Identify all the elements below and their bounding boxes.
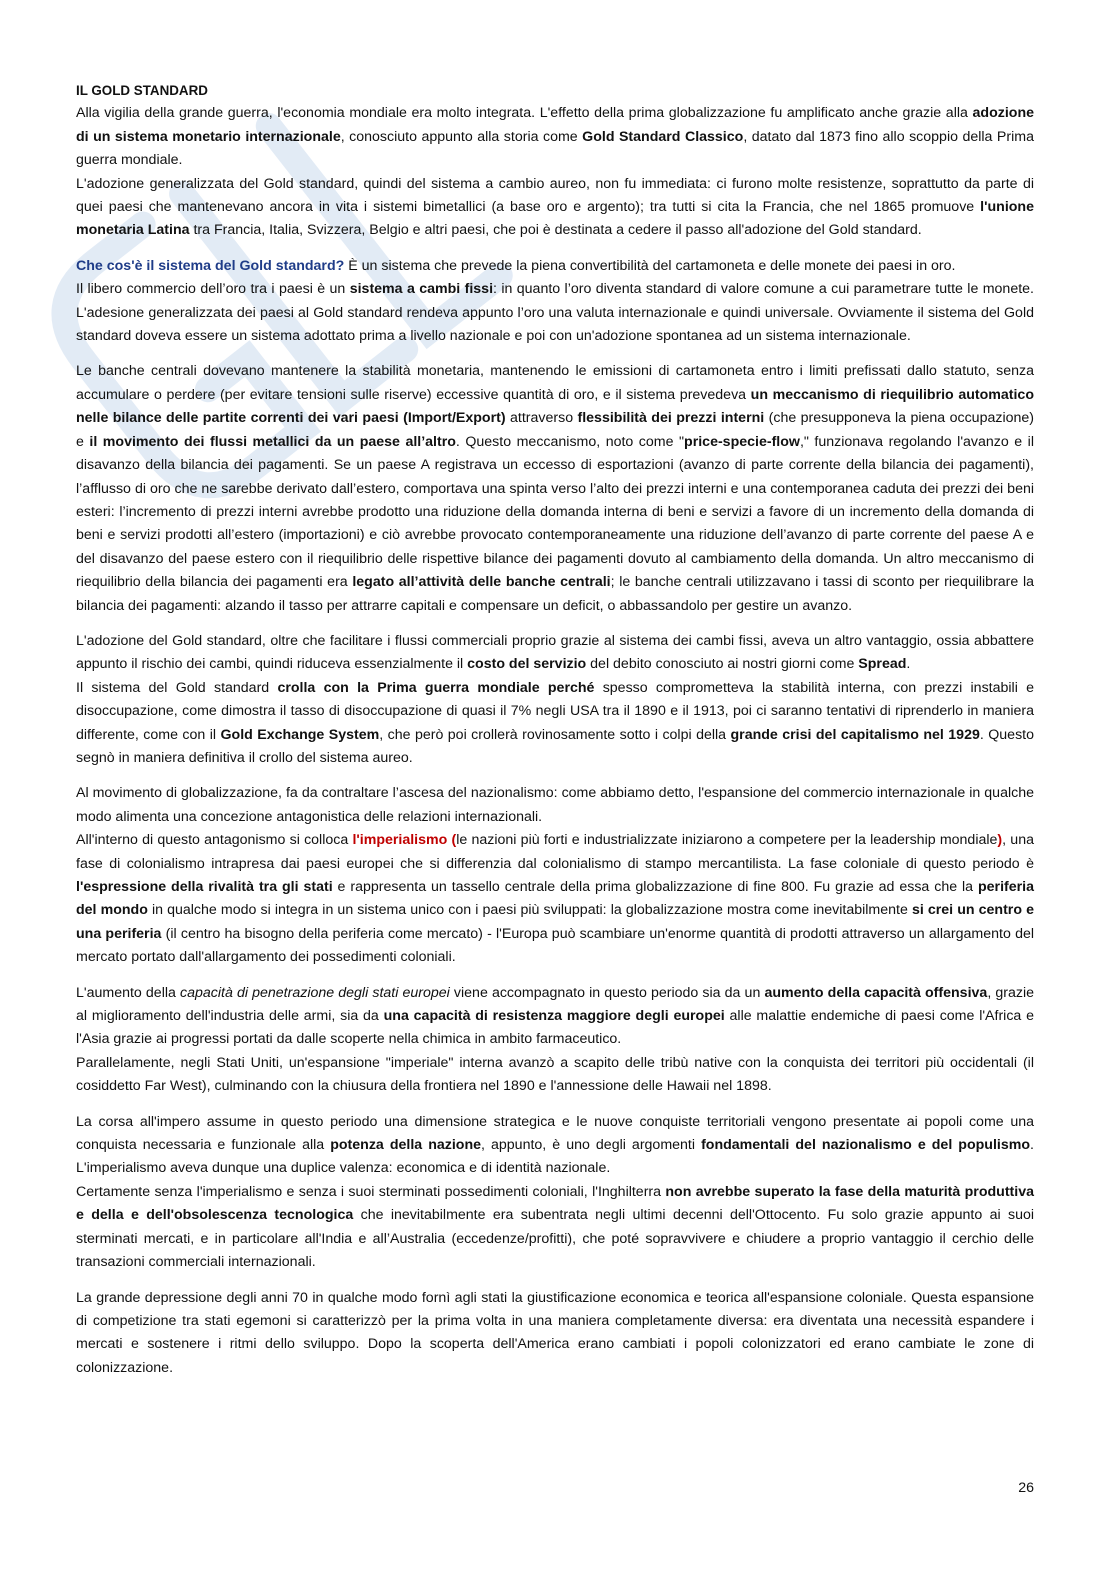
bold-text: Spread	[858, 656, 907, 673]
bold-text: Gold Standard Classico	[582, 128, 744, 145]
text-run: La grande depressione degli anni 70 in qualche modo fornì agli stati la giustificazione economica e teorica all'espansione coloniale. Questa espansione di competizione tra stati egemoni si caratterizzò per la prima volta in una maniera completamente diversa: era diventata una necessità espandere i mercati e sostenere i ritmi dello sviluppo. Dopo la scoperta dell'America erano cambiati i popoli colonizzatori ed erano cambiate le zone di colonizzazione.	[76, 1289, 1034, 1376]
text-run: , conosciuto appunto alla storia come	[340, 128, 583, 145]
text-run: che inevitabilmente era subentrata negli ultimi decenni dell'Ottocento. Fu solo grazie appunto ai suoi sterminati mercati, e in particolare all'India e all’Australia (eccedenze/profitti), che poté sopravvivere e chiudere a proprio vantaggio il cerchio delle transazioni commerciali internazionali.	[76, 1207, 1035, 1271]
text-run: Alla vigilia della grande guerra, l'economia mondiale era molto integrata. L'effetto della prima globalizzazione fu amplificato anche grazie alla	[76, 105, 973, 122]
paragraph-race-for-empire	[76, 1111, 1034, 1275]
text-run: , appunto, è uno degli argomenti	[481, 1137, 702, 1154]
highlight-text: l'imperialismo (	[352, 832, 457, 849]
text-run: Al movimento di globalizzazione, fa da contraltare l’ascesa del nazionalismo: come abbiamo detto, l'espansione del commercio internazionale in qualche modo alimenta una concezione antagonistica delle relazioni internazionali.	[76, 785, 1034, 825]
text-run: in qualche modo si integra in un sistema unico con i paesi più sviluppati: la globalizzazione mostra come inevitabilmente	[147, 902, 912, 919]
text-run: . L'imperialismo aveva dunque una duplice valenza: economica e di identità nazionale.	[76, 1137, 1034, 1177]
highlight-text: )	[997, 832, 1003, 849]
text-run: : in quanto l’oro diventa standard di valore comune a cui parametrare tutte le monete. L'adesione generalizzata dei paesi al Gold standard rendeva appunto l’oro una valuta internazionale e quindi universale. Ovviamente il sistema del Gold standard doveva essere un sistema adottato prima a livello nazionale e poi con un'adozione spontanea ad un sistema internazionale.	[76, 281, 1034, 345]
text-run: La corsa all'impero assume in questo periodo una dimensione strategica e le nuove conquiste territoriali vengono presentate ai popoli come una conquista necessaria e funzionale alla	[76, 1113, 1034, 1154]
text-run: (il centro ha bisogno della periferia come mercato) - l'Europa può scambiare un'enorme quantità di prodotti attraverso un allargamento del mercato portato dall'allargamento dei possedimenti coloniali.	[76, 925, 1034, 966]
text-run: Il sistema del Gold standard	[76, 679, 278, 696]
text-run: alle malattie endemiche di paesi come l'Africa e l'Asia grazie ai progressi portati da dalle scoperte nella chimica in ambito farmaceutico.	[76, 1008, 1035, 1048]
text-run: Il libero commercio dell’oro tra i paesi è un	[76, 281, 350, 298]
paragraph-gold-standard-intro	[76, 102, 1034, 242]
paragraph-nationalism-imperialism	[76, 782, 1034, 969]
text-run: attraverso	[505, 410, 578, 427]
bold-text: costo del servizio	[467, 656, 587, 673]
text-run: . Questo meccanismo, noto come "	[455, 433, 685, 450]
page-number: 26	[1018, 1480, 1034, 1496]
bold-text: una capacità di resistenza maggiore degli europei	[383, 1008, 725, 1025]
text-run: e rappresenta un tassello centrale della prima globalizzazione di fine 800. Fu grazie ad essa che la	[332, 879, 978, 895]
paragraph-gold-standard-definition	[76, 255, 1034, 349]
text-run: ," funzionava regolando l'avanzo e il disavanzo della bilancia dei pagamenti. Se un paese A registrava un eccesso di esportazioni (avanzo di parte corrente della bilancia dei pagamenti), l’afflusso di oro che ne sarebbe derivato dall’estero, comportava una spinta verso l’alto dei prezzi interni e una contemporanea caduta dei prezzi dei beni esteri: l’incremento di prezzi interni avrebbe prodotto una riduzione della domanda interna di beni e servizi a favore di un incremento della domanda di beni e servizi prodotti all’estero (importazioni) e ciò avrebbe provocato contemporaneamente una riduzione dell’avanzo di parte corrente del paese A e del disavanzo del paese estero con il riequilibrio delle rispettive bilance dei pagamenti dovuto al cambiamento della domanda. Un altro meccanismo di riequilibrio della bilancia dei pagamenti era	[76, 433, 1034, 591]
bold-text: crolla con la Prima guerra mondiale perché	[277, 679, 595, 696]
text-run: Parallelamente, negli Stati Uniti, un'espansione "imperiale" interna avanzò a scapito delle tribù native con la conquista dei territori più occidentali (il cosiddetto Far West), culminando con la chiusura della frontiera nel 1890 e l'annessione delle Hawaii nel 1898.	[76, 1054, 1034, 1095]
italic-text: capacità di penetrazione degli stati europei	[180, 984, 450, 1001]
paragraph-central-banks	[76, 360, 1034, 617]
bold-text: l'espressione della rivalità tra gli stati	[76, 879, 333, 895]
bold-text: adozione di un sistema monetario internazionale	[76, 105, 1034, 145]
bold-text: grande crisi del capitalismo nel 1929	[730, 726, 980, 743]
paragraph-advantages-and-collapse	[76, 630, 1034, 770]
bold-text: fondamentali del nazionalismo e del populismo	[701, 1137, 1031, 1154]
bold-text: aumento della capacità offensiva	[764, 984, 988, 1001]
text-run: (che presupponeva la piena occupazione) e	[76, 410, 1034, 450]
text-run: , una fase di colonialismo intrapresa dai paesi europei che si differenzia dal colonialismo di stampo mercantilista. La fase coloniale di questo periodo è	[76, 832, 1034, 872]
text-run: L'aumento della	[76, 984, 181, 1001]
text-run: È un sistema che prevede la piena convertibilità del cartamoneta e delle monete dei paesi in oro.	[344, 257, 956, 274]
text-run: L'adozione generalizzata del Gold standard, quindi del sistema a cambio aureo, non fu immediata: ci furono molte resistenze, soprattutto da parte di quei paesi che mantenevano ancora in vita i sistemi bimetallici (a base oro e argento); tra tutti si cita la Francia, che nel 1865 promuove	[76, 175, 1034, 216]
text-run: . Questo segnò in maniera definitiva il crollo del sistema aureo.	[76, 726, 1034, 766]
bold-text: periferia del mondo	[76, 879, 1034, 919]
document-page	[76, 79, 1034, 1392]
text-run: L'adozione del Gold standard, oltre che facilitare i flussi commerciali proprio grazie al sistema dei cambi fissi, aveva un altro vantaggio, ossia abbattere appunto il rischio dei cambi, quindi riduceva essenzialmente il	[76, 632, 1034, 673]
section-heading: IL GOLD STANDARD	[76, 83, 208, 98]
bold-text: il movimento dei flussi metallici da un paese all’altro	[89, 433, 456, 450]
text-run: , datato dal 1873 fino allo scoppio della Prima guerra mondiale.	[76, 128, 1034, 169]
bold-text: si crei un centro e una periferia	[76, 902, 1034, 942]
question-text: Che cos'è il sistema del Gold standard?	[76, 257, 345, 274]
text-run: le nazioni più forti e industrializzate iniziarono a competere per la leadership mondiale	[456, 832, 998, 849]
text-run: Certamente senza l'imperialismo e senza i suoi sterminati possedimenti coloniali, l'Inghilterra	[76, 1183, 666, 1200]
text-run: tra Francia, Italia, Svizzera, Belgio e altri paesi, che poi è destinata a cedere il passo all'adozione del Gold standard.	[189, 222, 922, 239]
bold-text: Gold Exchange System	[220, 726, 380, 743]
bold-text: price-specie-flow	[684, 433, 800, 450]
paragraph-great-depression	[76, 1287, 1034, 1381]
paragraph-european-penetration	[76, 982, 1034, 1099]
bold-text: flessibilità dei prezzi interni	[577, 410, 765, 427]
text-run: del debito conosciuto ai nostri giorni come	[586, 656, 859, 673]
text-run: ; le banche centrali utilizzavano i tassi di sconto per riequilibrare la bilancia dei pagamenti: alzando il tasso per attrarre capitali e compensare un deficit, o abbassandolo per gestire un avanzo.	[76, 574, 1034, 614]
bold-text: non avrebbe superato la fase della maturità produttiva e della e dell'obsolescenza tecnologica	[76, 1183, 1034, 1224]
bold-text: legato all’attività delle banche centrali	[352, 574, 611, 591]
text-run: , grazie al miglioramento dell'industria delle armi, sia da	[76, 984, 1035, 1025]
bold-text: potenza della nazione	[330, 1137, 482, 1154]
text-run: .	[906, 656, 911, 673]
text-run: All'interno di questo antagonismo si colloca	[76, 832, 353, 849]
text-run: Le banche centrali dovevano mantenere la stabilità monetaria, mantenendo le emissioni di cartamoneta entro i limiti prefissati dallo statuto, senza accumulare o perdere (per evitare tensioni sulle riserve) eccessive quantità di oro, e il sistema prevedeva	[76, 363, 1034, 403]
text-run: spesso comprometteva la stabilità interna, con prezzi instabili e disoccupazione, come dimostra il tasso di disoccupazione di quasi il 7% negli USA tra il 1890 e il 1913, poi ci saranno tentativi di riprenderlo in maniera differente, come con il	[76, 679, 1035, 743]
text-run: viene accompagnato in questo periodo sia da un	[449, 984, 765, 1001]
bold-text: un meccanismo di riequilibrio automatico nelle bilance delle partite correnti dei vari paesi (Import/Export)	[76, 386, 1034, 427]
bold-text: sistema a cambi fissi	[349, 281, 494, 298]
bold-text: l'unione monetaria Latina	[76, 199, 1034, 239]
text-run: , che però poi crollerà rovinosamente sotto i colpi della	[379, 726, 731, 743]
